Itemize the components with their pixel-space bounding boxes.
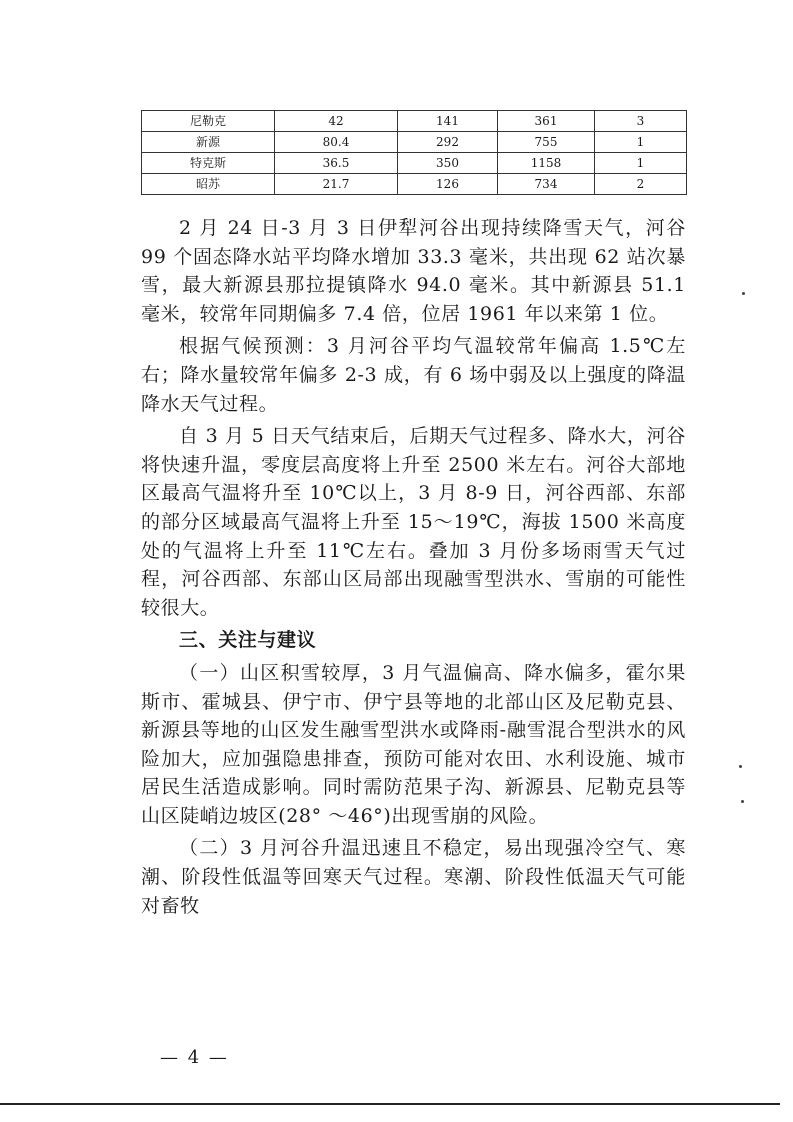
table-cell: 126 [398,174,498,195]
precipitation-table [141,110,687,195]
paragraph-forecast: 根据气候预测：3 月河谷平均气温较常年偏高 1.5℃左右；降水量较常年偏多 2-3 成，有 6 场中弱及以上强度的降温降水天气过程。 [141,335,686,415]
table-cell: 1 [595,132,687,153]
table-row [142,111,687,132]
scan-speck [741,800,744,803]
table-cell: 141 [398,111,498,132]
table-cell: 80.4 [275,132,398,153]
section-heading: 三、关注与建议 [179,629,317,652]
scan-speck [739,765,742,768]
table-cell: 292 [398,132,498,153]
table-cell: 42 [275,111,398,132]
table-cell: 1 [595,153,687,174]
table-cell: 1158 [498,153,595,174]
suggestion-2: （二）3 月河谷升温迅速且不稳定，易出现强冷空气、寒潮、阶段性低温等回寒天气过程。寒潮、阶段性低温天气可能对畜牧 [141,837,686,917]
suggestion-1: （一）山区积雪较厚，3 月气温偏高、降水偏多，霍尔果斯市、霍城县、伊宁市、伊宁县等地的北部山区及尼勒克县、新源县等地的山区发生融雪型洪水或降雨-融雪混合型洪水的风险加大，应加强隐患排查，预防可能对农田、水利设施、城市居民生活造成影响。同时需防范果子沟、新源县、尼勒克县等山区陡峭边坡区(28° ～46°)出现雪崩的风险。 [141,661,686,827]
table-cell-station: 昭苏 [142,174,275,195]
table-row [142,132,687,153]
table-cell: 36.5 [275,153,398,174]
page-number: — 4 — [160,1047,229,1068]
table-cell: 3 [595,111,687,132]
paragraph-snowfall: 2 月 24 日-3 月 3 日伊犁河谷出现持续降雪天气，河谷 99 个固态降水站平均降水增加 33.3 毫米，共出现 62 站次暴雪，最大新源县那拉提镇降水 94.0 毫米。其中新源县 51.1 毫米，较常年同期偏多 7.4 倍，位居 1961 年以来第 1 位。 [141,217,686,325]
table-cell-station: 特克斯 [142,153,275,174]
table-row [142,153,687,174]
table-cell-station: 尼勒克 [142,111,275,132]
table-row [142,174,687,195]
table-cell: 2 [595,174,687,195]
scan-speck [742,292,745,295]
body-text [141,214,686,924]
table-cell: 734 [498,174,595,195]
paragraph-warming: 自 3 月 5 日天气结束后，后期天气过程多、降水大，河谷将快速升温，零度层高度将上升至 2500 米左右。河谷大部地区最高气温将升至 10℃以上，3 月 8-9 日，河谷西部、东部的部分区域最高气温将上升至 15～19℃，海拔 1500 米高度处的气温将上升至 11℃左右。叠加 3 月份多场雨雪天气过程，河谷西部、东部山区局部出现融雪型洪水、雪崩的可能性较很大。 [141,425,686,619]
table-cell-station: 新源 [142,132,275,153]
table-cell: 21.7 [275,174,398,195]
table-cell: 350 [398,153,498,174]
table-cell: 755 [498,132,595,153]
scan-edge-line [0,1103,780,1105]
table-cell: 361 [498,111,595,132]
